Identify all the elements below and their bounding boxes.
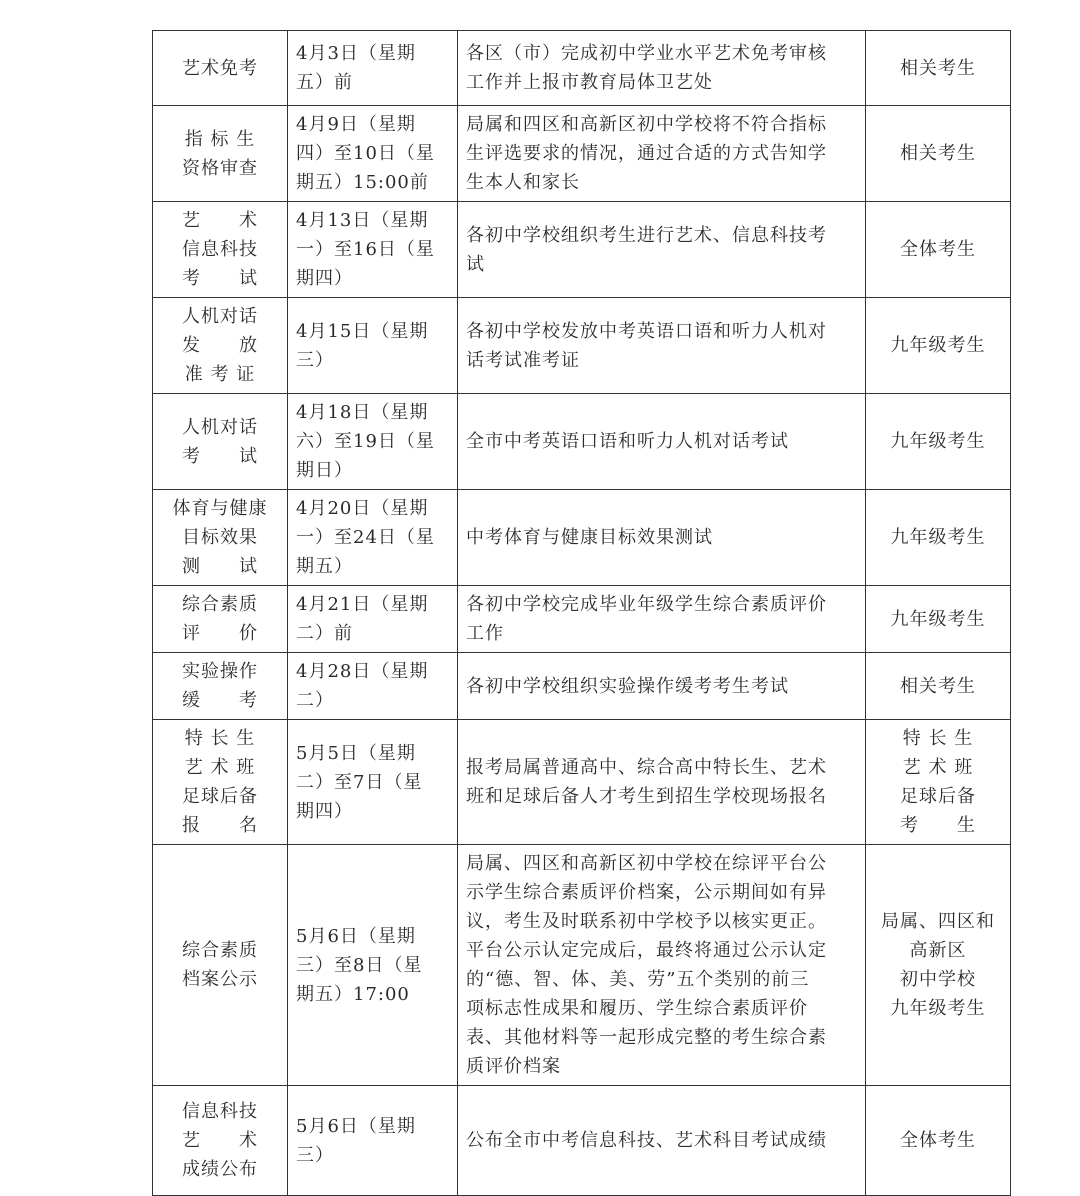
date-line: 4月9日（星期: [296, 114, 416, 135]
date-line: 期四）: [296, 268, 353, 289]
item-cell: [153, 845, 288, 1086]
item-line: 缓 考: [182, 690, 258, 711]
audience-cell: [866, 490, 1011, 586]
item-cell: [153, 720, 288, 845]
audience-line: 九年级考生: [890, 608, 986, 630]
date-line: 期五）: [296, 556, 353, 577]
date-line: 二）至7日（星: [296, 771, 423, 793]
audience-line: 相关考生: [900, 143, 976, 164]
description-line: 班和足球后备人才考生到招生学校现场报名: [466, 786, 827, 807]
description-line: 各初中学校发放中考英语口语和听力人机对: [466, 320, 827, 342]
date-cell: [288, 1086, 458, 1196]
date-cell: [288, 720, 458, 845]
date-cell: [288, 202, 458, 298]
item-line: 艺 术 班: [184, 757, 256, 778]
audience-line: 相关考生: [900, 57, 976, 79]
item-cell: [153, 298, 288, 394]
description-cell: [458, 394, 866, 490]
item-cell: [153, 202, 288, 298]
date-line: 一）至24日（星: [296, 527, 435, 548]
description-cell: [458, 31, 866, 106]
date-line: 期五）15:00前: [296, 172, 429, 193]
date-line: 三）至8日（星: [296, 954, 423, 976]
audience-line: 特 长 生: [902, 728, 974, 749]
description-cell: [458, 1086, 866, 1196]
audience-cell: [866, 586, 1011, 653]
date-line: 二）: [296, 690, 334, 711]
audience-cell: [866, 106, 1011, 202]
audience-line: 九年级考生: [890, 527, 986, 548]
item-line: 资格审查: [182, 157, 258, 179]
audience-cell: [866, 31, 1011, 106]
schedule-row: [153, 298, 1011, 394]
item-line: 成绩公布: [182, 1159, 258, 1180]
date-line: 4月3日（星期: [296, 43, 416, 64]
description-line: 各初中学校组织实验操作缓考考生考试: [466, 675, 789, 697]
audience-cell: [866, 202, 1011, 298]
item-line: 测 试: [182, 556, 258, 577]
audience-line: 考 生: [900, 815, 976, 836]
date-line: 4月21日（星期: [296, 594, 429, 615]
description-cell: [458, 106, 866, 202]
audience-line: 九年级考生: [890, 335, 986, 356]
item-line: 目标效果: [182, 527, 258, 548]
schedule-row: [153, 1086, 1011, 1196]
description-line: 各初中学校完成毕业年级学生综合素质评价: [466, 594, 827, 615]
audience-cell: [866, 720, 1011, 845]
date-line: 4月13日（星期: [296, 210, 429, 231]
date-line: 5月6日（星期: [296, 925, 416, 947]
schedule-row: [153, 586, 1011, 653]
schedule-row: [153, 653, 1011, 720]
date-line: 期四）: [296, 800, 353, 822]
date-cell: [288, 845, 458, 1086]
description-line: 工作: [466, 623, 504, 644]
description-cell: [458, 298, 866, 394]
date-line: 4月18日（星期: [296, 402, 429, 423]
item-line: 报 名: [182, 815, 258, 836]
schedule-row: [153, 845, 1011, 1086]
description-cell: [458, 586, 866, 653]
date-cell: [288, 298, 458, 394]
item-line: 考 试: [182, 445, 258, 467]
date-line: 4月28日（星期: [296, 661, 429, 682]
date-line: 六）至19日（星: [296, 431, 435, 452]
date-cell: [288, 586, 458, 653]
schedule-row: [153, 394, 1011, 490]
audience-cell: [866, 298, 1011, 394]
description-cell: [458, 720, 866, 845]
description-line: 表、其他材料等一起形成完整的考生综合素: [466, 1027, 827, 1048]
item-line: 艺术免考: [182, 57, 258, 79]
date-line: 四）至10日（星: [296, 143, 435, 164]
item-cell: [153, 490, 288, 586]
item-line: 人机对话: [182, 416, 258, 438]
description-line: 全市中考英语口语和听力人机对话考试: [466, 431, 789, 452]
date-line: 三）: [296, 349, 334, 371]
item-line: 人机对话: [182, 306, 258, 327]
audience-line: 相关考生: [900, 675, 976, 697]
item-line: 综合素质: [182, 594, 258, 615]
item-line: 档案公示: [182, 969, 258, 990]
audience-cell: [866, 1086, 1011, 1196]
item-cell: [153, 394, 288, 490]
schedule-row: [153, 202, 1011, 298]
description-line: 平台公示认定完成后，最终将通过公示认定: [466, 940, 827, 961]
audience-line: 局属、四区和: [881, 911, 995, 932]
description-line: 项标志性成果和履历、学生综合素质评价: [466, 998, 808, 1019]
description-line: 质评价档案: [466, 1056, 561, 1077]
date-line: 二）前: [296, 623, 353, 644]
date-line: 一）至16日（星: [296, 239, 435, 260]
description-line: 试: [466, 253, 485, 275]
audience-cell: [866, 653, 1011, 720]
item-line: 实验操作: [182, 661, 258, 682]
date-line: 4月15日（星期: [296, 320, 429, 342]
item-cell: [153, 31, 288, 106]
description-line: 局属、四区和高新区初中学校在综评平台公: [466, 853, 827, 874]
date-line: 期日）: [296, 460, 353, 481]
audience-line: 全体考生: [900, 1130, 976, 1151]
description-line: 生本人和家长: [466, 172, 580, 193]
date-cell: [288, 31, 458, 106]
item-line: 发 放: [182, 335, 258, 356]
item-line: 综合素质: [182, 940, 258, 961]
item-line: 信息科技: [182, 1101, 258, 1122]
description-line: 的“德、智、体、美、劳”五个类别的前三: [466, 969, 810, 990]
description-line: 议，考生及时联系初中学校予以核实更正。: [466, 911, 827, 932]
audience-cell: [866, 394, 1011, 490]
date-cell: [288, 653, 458, 720]
schedule-row: [153, 490, 1011, 586]
date-line: 三）: [296, 1144, 334, 1166]
description-line: 公布全市中考信息科技、艺术科目考试成绩: [466, 1130, 827, 1151]
description-line: 报考局属普通高中、综合高中特长生、艺术: [466, 757, 827, 778]
item-line: 艺 术: [182, 1130, 258, 1151]
item-line: 指 标 生: [184, 128, 256, 150]
description-line: 各区（市）完成初中学业水平艺术免考审核: [466, 43, 827, 64]
item-line: 信息科技: [182, 239, 258, 260]
date-cell: [288, 394, 458, 490]
audience-line: 足球后备: [900, 786, 976, 807]
description-line: 工作并上报市教育局体卫艺处: [466, 72, 713, 93]
audience-line: 艺 术 班: [902, 757, 974, 778]
schedule-body: [153, 31, 1011, 1196]
item-line: 考 试: [182, 268, 258, 289]
date-line: 5月5日（星期: [296, 742, 416, 764]
audience-line: 全体考生: [900, 239, 976, 260]
date-cell: [288, 106, 458, 202]
item-cell: [153, 1086, 288, 1196]
item-line: 艺 术: [182, 210, 258, 231]
schedule-row: [153, 106, 1011, 202]
item-cell: [153, 653, 288, 720]
schedule-row: [153, 31, 1011, 106]
description-cell: [458, 490, 866, 586]
item-cell: [153, 106, 288, 202]
date-cell: [288, 490, 458, 586]
item-line: 体育与健康: [172, 498, 268, 519]
date-line: 期五）17:00: [296, 983, 410, 1005]
description-line: 局属和四区和高新区初中学校将不符合指标: [466, 114, 827, 135]
audience-cell: [866, 845, 1011, 1086]
audience-line: 高新区: [909, 940, 967, 961]
item-line: 评 价: [182, 623, 258, 644]
date-line: 4月20日（星期: [296, 498, 429, 519]
description-line: 各初中学校组织考生进行艺术、信息科技考: [466, 224, 827, 246]
audience-line: 九年级考生: [890, 998, 986, 1019]
description-line: 示学生综合素质评价档案，公示期间如有异: [466, 882, 827, 903]
schedule-row: [153, 720, 1011, 845]
description-cell: [458, 202, 866, 298]
item-cell: [153, 586, 288, 653]
item-line: 特 长 生: [184, 728, 256, 749]
description-cell: [458, 653, 866, 720]
description-line: 话考试准考证: [466, 349, 580, 371]
description-line: 生评选要求的情况，通过合适的方式告知学: [466, 143, 827, 164]
date-line: 五）前: [296, 72, 353, 93]
date-line: 5月6日（星期: [296, 1115, 416, 1137]
item-line: 准 考 证: [184, 364, 256, 385]
audience-line: 九年级考生: [890, 431, 986, 452]
exam-schedule-table: [152, 30, 1011, 1196]
audience-line: 初中学校: [900, 969, 976, 990]
item-line: 足球后备: [182, 786, 258, 807]
description-line: 中考体育与健康目标效果测试: [466, 527, 713, 548]
description-cell: [458, 845, 866, 1086]
